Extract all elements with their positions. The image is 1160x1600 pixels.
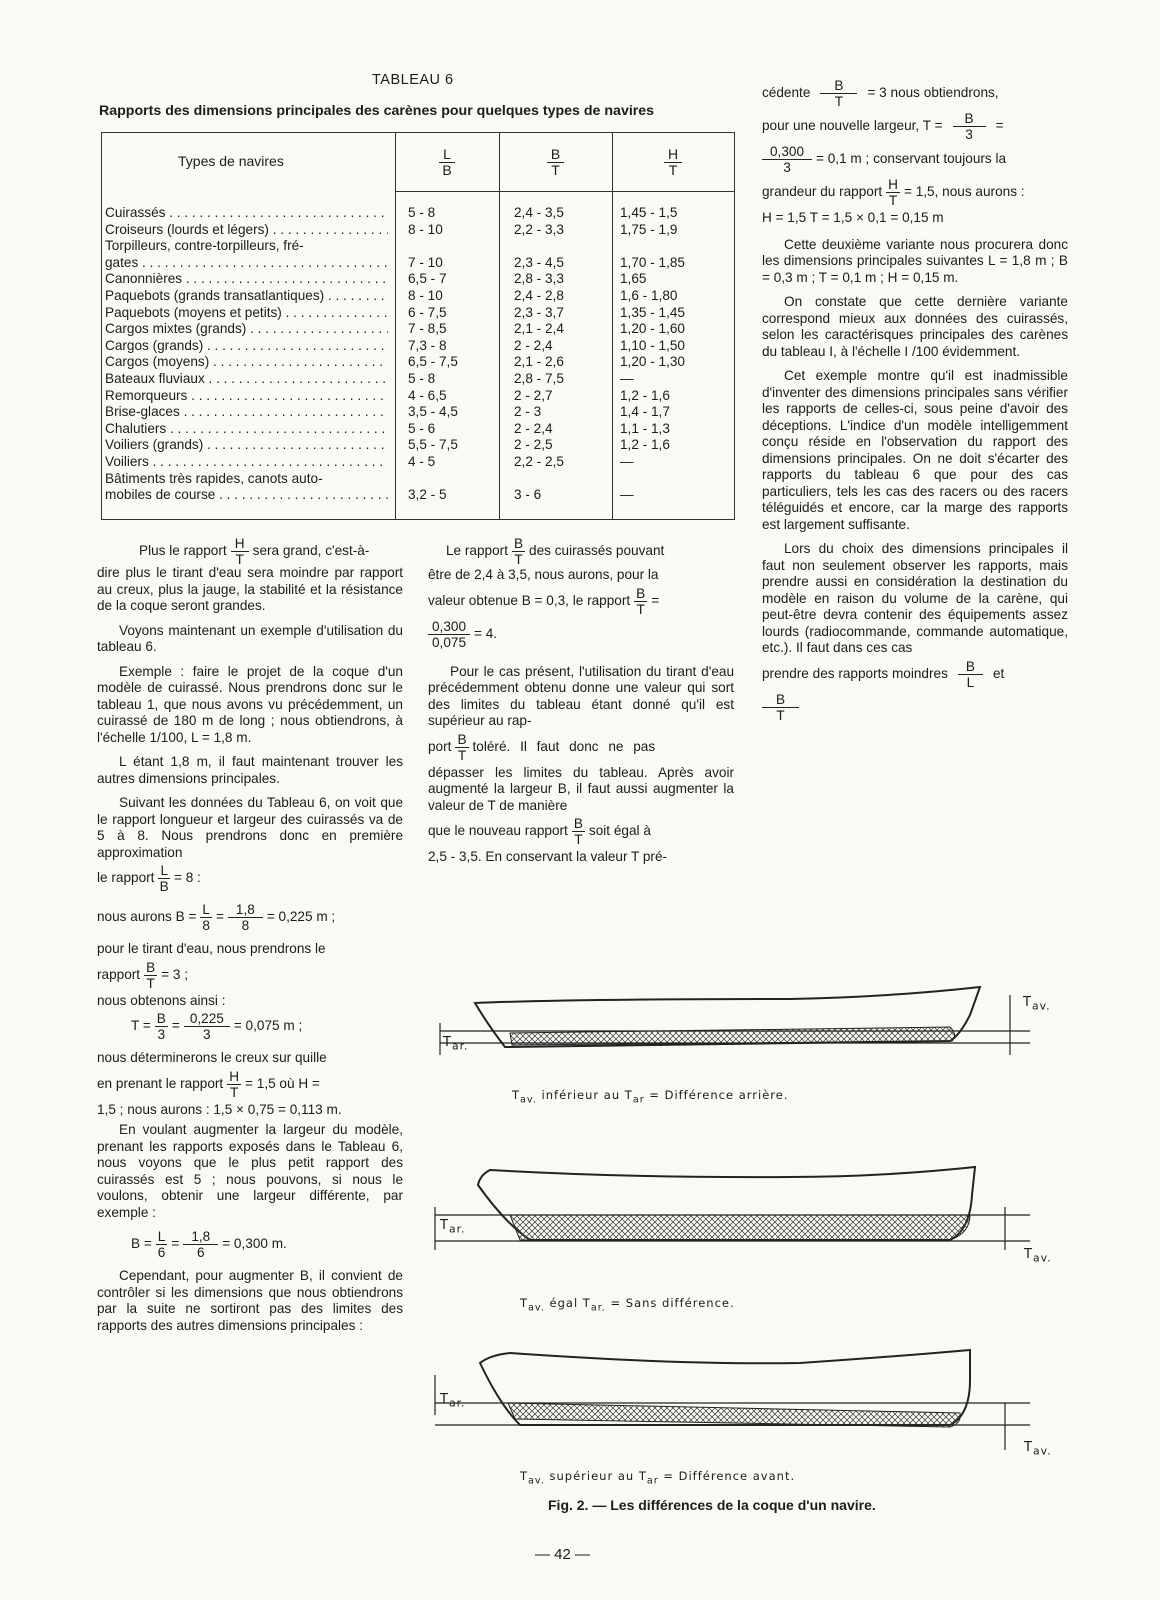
- ship-type-cell: Croiseurs (lourds et légers) . . .: [105, 222, 388, 239]
- paragraph: Exemple : faire le projet de la coque d'un modèle de cuirassé. Nous prendrons donc sur le tableau 1, que nous avons vu précédemment, un cuirassé de 180 m de long ; nous obtiendrons, à l'échelle 1/100, L = 1,8 m.: [97, 663, 403, 745]
- t-av-label: $T_{av.}$: [1023, 995, 1051, 1013]
- table-row: [102, 238, 734, 255]
- paragraph: Lors du choix des dimensions principales il faut non seulement observer les rapports, mais prendre aussi en considération la destination du modèle en raison du volume de la carène, qui peut-être devra contenir des équipements assez lourds (radiocommande, commande automatique, etc.). Il faut dans ces cas: [762, 541, 1068, 655]
- middle-column: Le rapport $\frac{B}{T}$ des cuirassés pouvant être de 2,4 à 3,5, nous aurons, pour la valeur obtenue B = 0,3, le rapport $\frac{B}{T}$ = $\frac{0,300}{0,075}$ = 4. Pour le cas présent, l'utilisation du tirant d'eau précédemment obtenu donne une valeur qui sort des limites du tableau étant donné qu'il est supérieur au rap- port $\frac{B}{T}$ toléré. Il faut donc ne pas dépasser les limites du tableau. Après avoir augmenté la largeur B, il faut aussi augmenter la valeur de T de manière que le nouveau rapport $\frac{B}{T}$ soit égal à 2,5 - 3,5. En conservant la valeur T pré-: [428, 536, 734, 864]
- h-over-t-cell: 1,10 - 1,50: [620, 337, 685, 353]
- paragraph: En voulant augmenter la largeur du modèle, prenant les rapports exposés dans le Tableau 6, nous voyons que le plus petit rapport des cuirassés est 5 ; nous pouvons, si nous le voulons, obtenir une largeur différente, par exemple :: [97, 1122, 403, 1220]
- paragraph: dire plus le tirant d'eau sera moindre par rapport au creux, plus la jauge, la stabilité et la résistance de la coque seront grandes.: [97, 565, 403, 613]
- table-caption: Rapports des dimensions principales des carènes pour quelques types de navires: [99, 103, 655, 119]
- table-row: [102, 338, 734, 355]
- paragraph: Voyons maintenant un exemple d'utilisation du tableau 6.: [97, 622, 403, 654]
- l-over-b-cell: 7 - 10: [408, 254, 443, 270]
- equation: rapport $\frac{B}{T}$ = 3 ;: [97, 959, 188, 991]
- paragraph: Cependant, pour augmenter B, il convient de contrôler si les dimensions que nous obtiendrons par la suite ne sortiront pas des limites des rapports des autres dimensions principales :: [97, 1268, 403, 1333]
- paragraph: Suivant les données du Tableau 6, on voit que le rapport longueur et largeur des cuirassés va de 5 à 8. Nous prendrons donc en première approximation: [97, 795, 403, 860]
- l-over-b-cell: 4 - 6,5: [408, 387, 447, 403]
- paragraph: 2,5 - 3,5. En conservant la valeur T pré-: [428, 849, 668, 864]
- b-over-t-cell: 2 - 3: [514, 404, 542, 420]
- table-row: [102, 421, 734, 438]
- table-row: [102, 305, 734, 322]
- header-h-over-t: $\frac{H}{T}$: [612, 133, 734, 191]
- h-over-t-cell: 1,20 - 1,60: [620, 321, 685, 337]
- paragraph: Cet exemple montre qu'il est inadmissible d'inventer des dimensions principales sans vérifier les rapports de celles-ci, sous peine d'avoir des déceptions. L'indice d'un modèle intelligemment conçu réside en l'observation du rapport des dimensions principales. On ne doit s'écarter des rapports du tableau 6 que pour des cas particuliers, tels les cas des racers ou des racers téléguidés et encore, car la marge des rapports est largement suffisante.: [762, 368, 1068, 532]
- l-over-b-cell: 3,5 - 4,5: [408, 404, 458, 420]
- equation: T = $\frac{B}{3}$ = $\frac{0,225}{3}$ = 0,075 m ;: [131, 1011, 303, 1042]
- table-row: [102, 454, 734, 471]
- ship-type-cell: Brise-glaces . . .: [105, 404, 388, 421]
- ship-type-cell: Cargos mixtes (grands) . . .: [105, 321, 388, 338]
- ship-type-cell: mobiles de course . . .: [105, 487, 388, 504]
- ship-type-cell: Canonnières . . .: [105, 271, 388, 288]
- l-over-b-cell: 5,5 - 7,5: [408, 437, 458, 453]
- paragraph: nous déterminerons le creux sur quille: [97, 1050, 327, 1065]
- fraction: $\frac{H}{T}$: [231, 536, 249, 567]
- figure-caption: Fig. 2. — Les différences de la coque d'un navire.: [548, 1497, 876, 1513]
- paragraph: être de 2,4 à 3,5, nous aurons, pour la: [428, 567, 659, 582]
- h-over-t-cell: 1,75 - 1,9: [620, 221, 678, 237]
- ship-type-cell: Remorqueurs . . .: [105, 388, 388, 405]
- paragraph: dépasser les limites du tableau. Après avoir augmenté la largeur B, il faut aussi augmenter la valeur de T de manière: [428, 764, 734, 813]
- h-over-t-cell: —: [620, 371, 634, 386]
- ship-type-cell: Cuirassés . . .: [105, 205, 388, 222]
- b-over-t-cell: 2,8 - 3,3: [514, 271, 564, 287]
- l-over-b-cell: 6,5 - 7,5: [408, 354, 458, 370]
- h-over-t-cell: 1,2 - 1,6: [620, 387, 670, 403]
- t-ar-label: $T_{ar.}$: [443, 1035, 469, 1053]
- equation: nous aurons B = $\frac{L}{8}$ = $\frac{1,8}{8}$ = 0,225 m ;: [97, 902, 336, 933]
- b-over-t-cell: 3 - 6: [514, 487, 542, 503]
- left-column: Plus le rapport $\frac{H}{T}$ sera grand, c'est-à- dire plus le tirant d'eau sera moindre par rapport au creux, plus la jauge, la stabilité et la résistance de la coque seront grandes. Voyons maintenant un exemple d'utilisation du tableau 6. Exemple : faire le projet de la coque d'un modèle de cuirassé. Nous prendrons donc sur le tableau 1, que nous avons vu précédemment, un cuirassé de 180 m de long ; nous obtiendrons, à l'échelle 1/100, L = 1,8 m. L étant 1,8 m, il faut maintenant trouver les autres dimensions principales. Suivant les données du Tableau 6, on voit que le rapport longueur et largeur des cuirassés va de 5 à 8. Nous prendrons donc en première approximation le rapport $\frac{L}{B}$ = 8 : nous aurons B = $\frac{L}{8}$ = $\frac{1,8}{8}$ = 0,225 m ; pour le tirant d'eau, nous prendrons le rapport $\frac{B}{T}$ = 3 ; nous obtenons ainsi : T = $\frac{B}{3}$ = $\frac{0,225}{3}$ = 0,075 m ; nous déterminerons le creux sur quille en prenant le rapport $\frac{H}{T}$ = 1,5 où H = 1,5 ; nous aurons : 1,5 × 0,75 = 0,113 m. En voulant augmenter la largeur du modèle, prenant les rapports exposés dans le Tableau 6, nous voyons que le plus petit rapport des cuirassés est 5 ; nous pouvons, si nous le voulons, obtenir une largeur différente, par exemple : B = $\frac{L}{6}$ = $\frac{1,8}{6}$ = 0,300 m. Cependant, pour augmenter B, il convient de contrôler si les dimensions que nous obtiendrons par la suite ne sortiront pas des limites des rapports des autres dimensions principales :: [97, 536, 403, 1333]
- table-number: TABLEAU 6: [372, 72, 454, 88]
- h-over-t-cell: —: [620, 487, 634, 503]
- b-over-t-cell: 2,8 - 7,5: [514, 371, 564, 386]
- paragraph: pour le tirant d'eau, nous prendrons le: [97, 941, 326, 956]
- b-over-t-cell: 2,2 - 2,5: [514, 454, 564, 469]
- l-over-b-cell: 7,3 - 8: [408, 337, 447, 353]
- b-over-t-cell: 2,4 - 3,5: [514, 205, 564, 220]
- t-av-label: $T_{av.}$: [1024, 1247, 1052, 1265]
- ship-type-cell: Paquebots (grands transatlantiques) . . .: [105, 288, 388, 305]
- ship-type-cell: Cargos (grands) . . .: [105, 338, 388, 355]
- diagram-caption: $T_{av.}$ égal $T_{ar.}$ = Sans différence.: [520, 1296, 735, 1314]
- b-over-t-cell: 2,2 - 3,3: [514, 221, 564, 237]
- l-over-b-cell: 6 - 7,5: [408, 304, 447, 320]
- l-over-b-cell: 3,2 - 5: [408, 487, 447, 503]
- b-over-t-cell: 2,3 - 4,5: [514, 254, 564, 270]
- b-over-t-cell: 2,3 - 3,7: [514, 304, 564, 320]
- table-row: [102, 487, 734, 504]
- table-row: [102, 471, 734, 488]
- ship-type-cell: Voiliers . . .: [105, 454, 388, 471]
- hull-diagram-bow-trim: [435, 1350, 1030, 1450]
- table-row: [102, 371, 734, 388]
- table-row: [102, 404, 734, 421]
- table-row: [102, 321, 734, 338]
- paragraph: 1,5 ; nous aurons : 1,5 × 0,75 = 0,113 m.: [97, 1101, 342, 1117]
- table-row: [102, 437, 734, 454]
- table-row: [102, 271, 734, 288]
- l-over-b-cell: 5 - 8: [408, 205, 436, 220]
- b-over-t-cell: 2 - 2,7: [514, 387, 553, 403]
- paragraph: L étant 1,8 m, il faut maintenant trouver les autres dimensions principales.: [97, 754, 403, 786]
- t-ar-label: $T_{ar.}$: [440, 1218, 466, 1236]
- b-over-t-cell: 2 - 2,5: [514, 437, 553, 453]
- diagram-caption: $T_{av.}$ inférieur au $T_{ar}$ = Différence arrière.: [512, 1088, 789, 1106]
- l-over-b-cell: 7 - 8,5: [408, 321, 447, 337]
- ship-type-cell: Bâtiments très rapides, canots auto-: [105, 470, 323, 486]
- b-over-t-cell: 2 - 2,4: [514, 337, 553, 353]
- l-over-b-cell: 4 - 5: [408, 454, 436, 469]
- paragraph: Pour le cas présent, l'utilisation du tirant d'eau précédemment obtenu donne une valeur qui sort des limites du tableau étant donné qu'il est supérieur au rap-: [428, 663, 734, 728]
- ship-type-cell: Chalutiers . . .: [105, 421, 388, 438]
- equation: B = $\frac{L}{6}$ = $\frac{1,8}{6}$ = 0,300 m.: [131, 1229, 287, 1260]
- ship-type-cell: Cargos (moyens) . . .: [105, 354, 388, 371]
- paragraph: On constate que cette dernière variante correspond mieux aux données des cuirassés, selon les caractérisques principales des carènes du tableau I, à l'échelle I /100 évidemment.: [762, 294, 1068, 359]
- h-over-t-cell: 1,35 - 1,45: [620, 304, 685, 320]
- header-l-over-b: $\frac{L}{B}$: [395, 133, 499, 191]
- ship-type-cell: gates . . .: [105, 255, 388, 272]
- header-b-over-t: $\frac{B}{T}$: [499, 133, 612, 191]
- right-column: cédente $\frac{B}{T}$ = 3 nous obtiendrons, pour une nouvelle largeur, T = $\frac{B}{3}$ = $\frac{0,300}{3}$ = 0,1 m ; conservant toujours la grandeur du rapport $\frac{H}{T}$ = 1,5, nous aurons : H = 1,5 T = 1,5 × 0,1 = 0,15 m Cette deuxième variante nous procurera donc les dimensions principales suivantes L = 1,8 m ; B = 0,3 m ; T = 0,1 m ; H = 0,15 m. On constate que cette dernière variante correspond mieux aux données des cuirassés, selon les caractérisques principales des carènes du tableau I, à l'échelle I /100 évidemment. Cet exemple montre qu'il est inadmissible d'inventer des dimensions principales sans vérifier les rapports de celles-ci, sous peine d'avoir des déceptions. L'indice d'un modèle intelligemment conçu réside en l'observation du rapport des dimensions principales. On ne doit s'écarter des rapports du tableau 6 que pour des cas particuliers, tels les cas des racers ou des racers téléguidés et encore, car la marge des rapports est largement suffisante. Lors du choix des dimensions principales il faut non seulement observer les rapports, mais prendre aussi en considération la destination du modèle en raison du volume de la carène, qui peut-être devra contenir des équipements assez lourds (radiocommande, commande automatique, etc.). Il faut dans ces cas prendre des rapports moindres $\frac{B}{L}$ et $\frac{B}{T}$: [762, 78, 1068, 723]
- header-type: Types de navires: [178, 153, 284, 169]
- b-over-t-cell: 2,4 - 2,8: [514, 288, 564, 303]
- diagram-caption: $T_{av.}$ supérieur au $T_{ar}$ = Différence avant.: [520, 1469, 796, 1487]
- equation: H = 1,5 T = 1,5 × 0,1 = 0,15 m: [762, 210, 944, 225]
- h-over-t-cell: 1,45 - 1,5: [620, 205, 678, 220]
- b-over-t-cell: 2 - 2,4: [514, 420, 553, 436]
- l-over-b-cell: 6,5 - 7: [408, 271, 447, 287]
- ship-type-cell: Bateaux fluviaux . . .: [105, 371, 388, 388]
- h-over-t-cell: 1,6 - 1,80: [620, 288, 678, 303]
- equation: $\frac{0,300}{0,075}$ = 4.: [428, 619, 734, 650]
- h-over-t-cell: 1,20 - 1,30: [620, 354, 685, 370]
- paragraph: Cette deuxième variante nous procurera donc les dimensions principales suivantes L = 1,8 m ; B = 0,3 m ; T = 0,1 m ; H = 0,15 m.: [762, 236, 1068, 285]
- equation: le rapport $\frac{L}{B}$ = 8 :: [97, 863, 201, 894]
- equation: en prenant le rapport $\frac{H}{T}$ = 1,5 où H =: [97, 1068, 320, 1100]
- l-over-b-cell: 5 - 8: [408, 371, 436, 386]
- table-row: [102, 354, 734, 371]
- h-over-t-cell: —: [620, 454, 634, 469]
- h-over-t-cell: 1,2 - 1,6: [620, 437, 670, 453]
- b-over-t-cell: 2,1 - 2,4: [514, 321, 564, 337]
- page-number: — 42 —: [535, 1546, 591, 1563]
- table-row: [102, 255, 734, 272]
- h-over-t-cell: 1,1 - 1,3: [620, 420, 670, 436]
- ship-type-cell: Paquebots (moyens et petits) . . .: [105, 305, 388, 322]
- t-ar-label: $T_{ar.}$: [440, 1392, 466, 1410]
- b-over-t-cell: 2,1 - 2,6: [514, 354, 564, 370]
- h-over-t-cell: 1,4 - 1,7: [620, 404, 670, 420]
- hull-diagram-stern-trim: [440, 987, 1030, 1055]
- ratios-table: [101, 132, 735, 520]
- l-over-b-cell: 8 - 10: [408, 221, 443, 237]
- h-over-t-cell: 1,65: [620, 271, 647, 287]
- t-av-label: $T_{av.}$: [1024, 1440, 1052, 1458]
- paragraph: nous obtenons ainsi :: [97, 992, 226, 1008]
- l-over-b-cell: 5 - 6: [408, 420, 436, 436]
- l-over-b-cell: 8 - 10: [408, 288, 443, 303]
- table-row: [102, 222, 734, 239]
- hull-diagrams: [430, 985, 1070, 1495]
- ship-type-cell: Voiliers (grands) . . .: [105, 437, 388, 454]
- h-over-t-cell: 1,70 - 1,85: [620, 254, 685, 270]
- table-row: [102, 288, 734, 305]
- hull-diagram-even-trim: [435, 1167, 1030, 1250]
- table-row: [102, 388, 734, 405]
- table-row: [102, 205, 734, 222]
- ship-type-cell: Torpilleurs, contre-torpilleurs, fré-: [105, 238, 304, 254]
